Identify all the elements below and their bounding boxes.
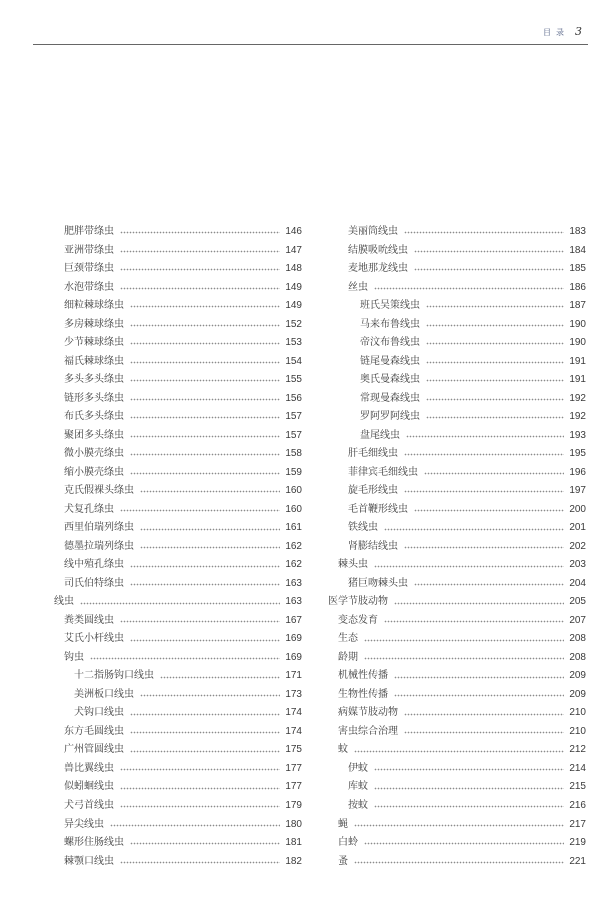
toc-entry-page: 156 <box>285 392 302 404</box>
dot-leader <box>426 305 564 308</box>
dot-leader <box>404 453 564 456</box>
toc-entry-title: 肾膨结线虫 <box>348 540 398 552</box>
toc-entry-page: 149 <box>285 300 302 312</box>
toc-entry-title: 广州管圆线虫 <box>64 744 124 756</box>
toc-entry-title: 美洲板口线虫 <box>74 688 134 700</box>
toc-entry <box>328 649 586 668</box>
dot-leader <box>130 305 280 308</box>
toc-entry <box>54 760 302 779</box>
dot-leader <box>130 731 280 734</box>
dot-leader <box>426 342 564 345</box>
toc-entry <box>328 445 586 464</box>
toc-entry <box>328 353 586 372</box>
dot-leader <box>374 287 564 290</box>
dot-leader <box>374 787 564 790</box>
dot-leader <box>90 657 280 660</box>
toc-entry-page: 185 <box>569 263 586 275</box>
dot-leader <box>140 490 280 493</box>
toc-right-column <box>328 223 586 871</box>
toc-entry-page: 177 <box>285 762 302 774</box>
toc-entry-page: 183 <box>569 226 586 237</box>
toc-entry-title: 变态发育 <box>338 614 378 626</box>
dot-leader <box>120 768 280 771</box>
toc-entry-page: 163 <box>285 596 302 608</box>
toc-entry-page: 169 <box>285 633 302 645</box>
toc-entry-page: 173 <box>285 688 302 700</box>
toc-entry <box>54 704 302 723</box>
toc-entry-page: 158 <box>285 448 302 460</box>
toc-entry-title: 缩小膜壳绦虫 <box>64 466 124 478</box>
toc-entry-title: 福氏棘球绦虫 <box>64 355 124 367</box>
toc-entry-title: 兽比翼线虫 <box>64 762 114 774</box>
toc-entry <box>328 538 586 557</box>
dot-leader <box>130 361 280 364</box>
toc-entry <box>54 834 302 853</box>
toc-entry-title: 奥氏曼森线虫 <box>360 374 420 386</box>
toc-entry <box>328 575 586 594</box>
toc-entry-page: 205 <box>569 596 586 608</box>
page-number: 3 <box>575 25 582 38</box>
toc-entry <box>328 482 586 501</box>
toc-entry-page: 146 <box>285 226 302 237</box>
toc-entry <box>54 575 302 594</box>
toc-entry <box>54 297 302 316</box>
toc-entry <box>328 704 586 723</box>
toc-entry-title: 铁线虫 <box>348 522 378 534</box>
toc-entry <box>54 223 302 242</box>
toc-entry-title: 猪巨吻棘头虫 <box>348 577 408 589</box>
toc-entry <box>328 593 586 612</box>
toc-entry-title: 害虫综合治理 <box>338 725 398 737</box>
toc-entry <box>54 445 302 464</box>
toc-entry <box>54 390 302 409</box>
toc-entry-page: 196 <box>569 466 586 478</box>
toc-entry-page: 160 <box>285 485 302 497</box>
toc-entry-page: 190 <box>569 337 586 349</box>
toc-entry <box>328 316 586 335</box>
dot-leader <box>130 750 280 753</box>
toc-entry-title: 棘颚口线虫 <box>64 855 114 867</box>
toc-entry-page: 200 <box>569 503 586 515</box>
toc-entry-page: 186 <box>569 281 586 293</box>
toc-entry <box>328 834 586 853</box>
toc-entry-title: 龄期 <box>338 651 358 663</box>
toc-entry-page: 208 <box>569 651 586 663</box>
toc-entry-title: 蝇 <box>338 818 348 830</box>
dot-leader <box>404 546 564 549</box>
toc-entry-title: 链形多头绦虫 <box>64 392 124 404</box>
toc-entry-page: 212 <box>569 744 586 756</box>
toc-entry <box>328 408 586 427</box>
dot-leader <box>404 731 564 734</box>
toc-entry <box>54 353 302 372</box>
toc-entry-page: 175 <box>285 744 302 756</box>
dot-leader <box>130 565 280 568</box>
toc-entry-page: 190 <box>569 318 586 330</box>
toc-entry-page: 217 <box>569 818 586 830</box>
toc-entry-title: 白蛉 <box>338 837 358 849</box>
toc-entry-title: 生物性传播 <box>338 688 388 700</box>
toc-entry <box>328 853 586 872</box>
toc-entry-title: 亚洲带绦虫 <box>64 244 114 256</box>
dot-leader <box>414 268 564 271</box>
dot-leader <box>384 620 564 623</box>
toc-entry-page: 215 <box>569 781 586 793</box>
toc-entry-title: 帝汶布鲁线虫 <box>360 337 420 349</box>
dot-leader <box>354 861 564 864</box>
toc-entry-title: 细粒棘球绦虫 <box>64 300 124 312</box>
running-header <box>543 25 582 39</box>
dot-leader <box>130 416 280 419</box>
toc-entry-title: 毛首鞭形线虫 <box>348 503 408 515</box>
dot-leader <box>130 435 280 438</box>
toc-entry-title: 伊蚊 <box>348 762 368 774</box>
toc-entry-page: 182 <box>285 855 302 867</box>
toc-entry <box>54 593 302 612</box>
toc-entry <box>328 223 586 242</box>
dot-leader <box>130 398 280 401</box>
dot-leader <box>404 713 564 716</box>
toc-entry-page: 152 <box>285 318 302 330</box>
dot-leader <box>354 824 564 827</box>
dot-leader <box>130 639 280 642</box>
toc-entry-title: 蚤 <box>338 855 348 867</box>
toc-entry-title: 异尖线虫 <box>64 818 104 830</box>
toc-entry-page: 192 <box>569 392 586 404</box>
toc-entry <box>54 279 302 298</box>
toc-entry-title: 粪类圆线虫 <box>64 614 114 626</box>
toc-entry <box>54 778 302 797</box>
header-rule <box>33 44 588 45</box>
toc-entry <box>54 371 302 390</box>
toc-entry <box>328 371 586 390</box>
toc-entry-page: 210 <box>569 725 586 737</box>
toc-entry-page: 219 <box>569 837 586 849</box>
toc-entry <box>54 427 302 446</box>
dot-leader <box>414 250 564 253</box>
dot-leader <box>130 583 280 586</box>
toc-entry-title: 盘尾线虫 <box>360 429 400 441</box>
toc-entry-title: 生态 <box>338 633 358 645</box>
dot-leader <box>364 842 564 845</box>
toc-entry <box>54 260 302 279</box>
dot-leader <box>80 602 280 605</box>
toc-entry-page: 208 <box>569 633 586 645</box>
toc-entry-page: 161 <box>285 522 302 534</box>
toc-entry <box>54 649 302 668</box>
toc-entry-page: 169 <box>285 651 302 663</box>
dot-leader <box>140 528 280 531</box>
dot-leader <box>364 639 564 642</box>
toc-entry-page: 210 <box>569 707 586 719</box>
toc-entry <box>54 686 302 705</box>
toc-entry <box>54 630 302 649</box>
toc-entry <box>328 427 586 446</box>
toc-entry <box>54 853 302 872</box>
toc-entry-page: 187 <box>569 300 586 312</box>
toc-entry-title: 美丽筒线虫 <box>348 226 398 237</box>
toc-entry <box>328 501 586 520</box>
dot-leader <box>120 787 280 790</box>
dot-leader <box>120 861 280 864</box>
toc-entry <box>328 741 586 760</box>
toc-entry <box>54 797 302 816</box>
dot-leader <box>130 713 280 716</box>
toc-entry-title: 线虫 <box>54 596 74 608</box>
dot-leader <box>130 842 280 845</box>
toc-entry-title: 东方毛圆线虫 <box>64 725 124 737</box>
toc-entry <box>54 667 302 686</box>
toc-entry-page: 184 <box>569 244 586 256</box>
dot-leader <box>120 287 280 290</box>
toc-entry-title: 聚团多头绦虫 <box>64 429 124 441</box>
toc-entry <box>54 723 302 742</box>
toc-entry <box>54 538 302 557</box>
toc-entry-title: 巨颈带绦虫 <box>64 263 114 275</box>
toc-entry-page: 221 <box>569 855 586 867</box>
dot-leader <box>384 528 564 531</box>
toc-entry-title: 克氏假裸头绦虫 <box>64 485 134 497</box>
dot-leader <box>130 472 280 475</box>
dot-leader <box>140 546 280 549</box>
toc-entry <box>328 242 586 261</box>
dot-leader <box>120 509 280 512</box>
toc-entry-title: 水泡带绦虫 <box>64 281 114 293</box>
toc-entry-title: 犬复孔绦虫 <box>64 503 114 515</box>
toc-entry-title: 司氏伯特绦虫 <box>64 577 124 589</box>
toc-entry <box>54 816 302 835</box>
dot-leader <box>404 490 564 493</box>
toc-entry-page: 174 <box>285 725 302 737</box>
toc-entry-page: 191 <box>569 355 586 367</box>
toc-entry <box>328 667 586 686</box>
toc-entry-page: 195 <box>569 448 586 460</box>
toc-entry-page: 177 <box>285 781 302 793</box>
toc-entry-title: 犬弓首线虫 <box>64 799 114 811</box>
dot-leader <box>120 805 280 808</box>
toc-entry-page: 171 <box>285 670 302 682</box>
dot-leader <box>426 324 564 327</box>
toc-entry <box>54 334 302 353</box>
toc-entry <box>54 519 302 538</box>
toc-entry-title: 德墨拉瑞列绦虫 <box>64 540 134 552</box>
toc-entry-title: 少节棘球绦虫 <box>64 337 124 349</box>
toc-entry-title: 结膜吸吮线虫 <box>348 244 408 256</box>
toc-entry <box>328 260 586 279</box>
dot-leader <box>140 694 280 697</box>
toc-entry-page: 179 <box>285 799 302 811</box>
toc-entry <box>54 741 302 760</box>
toc-entry-title: 螺形住肠线虫 <box>64 837 124 849</box>
toc-entry-page: 197 <box>569 485 586 497</box>
toc-entry-page: 181 <box>285 837 302 849</box>
toc-entry-page: 191 <box>569 374 586 386</box>
toc-entry <box>328 297 586 316</box>
toc-entry-page: 180 <box>285 818 302 830</box>
toc-entry <box>328 816 586 835</box>
toc-entry-page: 162 <box>285 559 302 571</box>
toc-entry-title: 肝毛细线虫 <box>348 448 398 460</box>
toc-entry-title: 多头多头绦虫 <box>64 374 124 386</box>
dot-leader <box>130 453 280 456</box>
toc-entry-title: 库蚊 <box>348 781 368 793</box>
toc-entry-title: 似蚓蛔线虫 <box>64 781 114 793</box>
dot-leader <box>120 231 280 234</box>
toc-entry-title: 病媒节肢动物 <box>338 707 398 719</box>
dot-leader <box>120 250 280 253</box>
toc-entry <box>328 556 586 575</box>
toc-entry <box>54 612 302 631</box>
dot-leader <box>374 768 564 771</box>
toc-entry-page: 209 <box>569 688 586 700</box>
toc-entry <box>54 501 302 520</box>
dot-leader <box>130 379 280 382</box>
toc-entry <box>54 242 302 261</box>
toc-entry-title: 微小膜壳绦虫 <box>64 448 124 460</box>
toc-entry <box>328 519 586 538</box>
dot-leader <box>120 268 280 271</box>
toc-entry-page: 148 <box>285 263 302 275</box>
toc-left-column <box>54 223 302 871</box>
toc-entry-page: 207 <box>569 614 586 626</box>
dot-leader <box>130 342 280 345</box>
toc-entry <box>328 760 586 779</box>
dot-leader <box>374 805 564 808</box>
toc-entry-page: 147 <box>285 244 302 256</box>
dot-leader <box>394 694 564 697</box>
dot-leader <box>426 361 564 364</box>
toc-entry-page: 153 <box>285 337 302 349</box>
dot-leader <box>120 620 280 623</box>
toc-entry-title: 西里伯瑞列绦虫 <box>64 522 134 534</box>
toc-entry <box>54 464 302 483</box>
toc-entry-page: 203 <box>569 559 586 571</box>
toc-entry-page: 209 <box>569 670 586 682</box>
dot-leader <box>394 602 564 605</box>
toc-entry-page: 155 <box>285 374 302 386</box>
dot-leader <box>424 472 564 475</box>
toc-entry-page: 157 <box>285 429 302 441</box>
toc-entry <box>328 464 586 483</box>
toc-entry <box>328 723 586 742</box>
toc-entry-page: 163 <box>285 577 302 589</box>
toc-entry-page: 159 <box>285 466 302 478</box>
toc-entry-page: 201 <box>569 522 586 534</box>
toc-entry <box>328 334 586 353</box>
toc-entry-title: 钩虫 <box>64 651 84 663</box>
toc-entry-page: 154 <box>285 355 302 367</box>
dot-leader <box>364 657 564 660</box>
running-header-title: 目录 <box>543 28 569 37</box>
toc-entry-title: 布氏多头绦虫 <box>64 411 124 423</box>
toc-entry-title: 机械性传播 <box>338 670 388 682</box>
dot-leader <box>110 824 280 827</box>
toc-entry-page: 174 <box>285 707 302 719</box>
dot-leader <box>426 379 564 382</box>
toc-entry-page: 216 <box>569 799 586 811</box>
toc-entry-title: 按蚊 <box>348 799 368 811</box>
toc-entry-title: 十二指肠钩口线虫 <box>74 670 154 682</box>
toc-entry-title: 蚊 <box>338 744 348 756</box>
toc-entry-page: 162 <box>285 540 302 552</box>
dot-leader <box>374 565 564 568</box>
toc-entry-title: 旋毛形线虫 <box>348 485 398 497</box>
toc-entry-title: 肥胖带绦虫 <box>64 226 114 237</box>
toc-entry <box>328 778 586 797</box>
toc-entry-title: 线中殖孔绦虫 <box>64 559 124 571</box>
toc-entry-page: 202 <box>569 540 586 552</box>
toc-entry-title: 罗阿罗阿线虫 <box>360 411 420 423</box>
toc-entry <box>328 279 586 298</box>
toc-entry-title: 菲律宾毛细线虫 <box>348 466 418 478</box>
toc-entry-title: 棘头虫 <box>338 559 368 571</box>
toc-entry <box>54 316 302 335</box>
dot-leader <box>426 416 564 419</box>
dot-leader <box>160 676 280 679</box>
toc-entry-title: 多房棘球绦虫 <box>64 318 124 330</box>
toc-entry-title: 链尾曼森线虫 <box>360 355 420 367</box>
toc-entry <box>54 408 302 427</box>
toc-entry-page: 167 <box>285 614 302 626</box>
dot-leader <box>130 324 280 327</box>
dot-leader <box>426 398 564 401</box>
toc-entry-title: 艾氏小杆线虫 <box>64 633 124 645</box>
toc-entry <box>328 630 586 649</box>
toc-entry-page: 193 <box>569 429 586 441</box>
toc-entry-title: 常现曼森线虫 <box>360 392 420 404</box>
toc-entry-page: 214 <box>569 762 586 774</box>
toc-entry-page: 192 <box>569 411 586 423</box>
toc-entry-title: 医学节肢动物 <box>328 596 388 608</box>
dot-leader <box>414 583 564 586</box>
toc-entry <box>54 556 302 575</box>
toc-entry <box>328 686 586 705</box>
toc-entry-title: 班氏吴策线虫 <box>360 300 420 312</box>
toc-entry-title: 麦地那龙线虫 <box>348 263 408 275</box>
dot-leader <box>404 231 564 234</box>
toc-entry-page: 204 <box>569 577 586 589</box>
toc-entry-title: 马来布鲁线虫 <box>360 318 420 330</box>
toc-entry-page: 160 <box>285 503 302 515</box>
toc-entry-page: 149 <box>285 281 302 293</box>
toc-entry <box>54 482 302 501</box>
dot-leader <box>394 676 564 679</box>
toc-entry-title: 犬钩口线虫 <box>74 707 124 719</box>
toc-entry-page: 157 <box>285 411 302 423</box>
toc-entry <box>328 612 586 631</box>
dot-leader <box>414 509 564 512</box>
dot-leader <box>406 435 564 438</box>
toc-entry <box>328 797 586 816</box>
toc-entry-title: 丝虫 <box>348 281 368 293</box>
dot-leader <box>354 750 564 753</box>
toc-entry <box>328 390 586 409</box>
